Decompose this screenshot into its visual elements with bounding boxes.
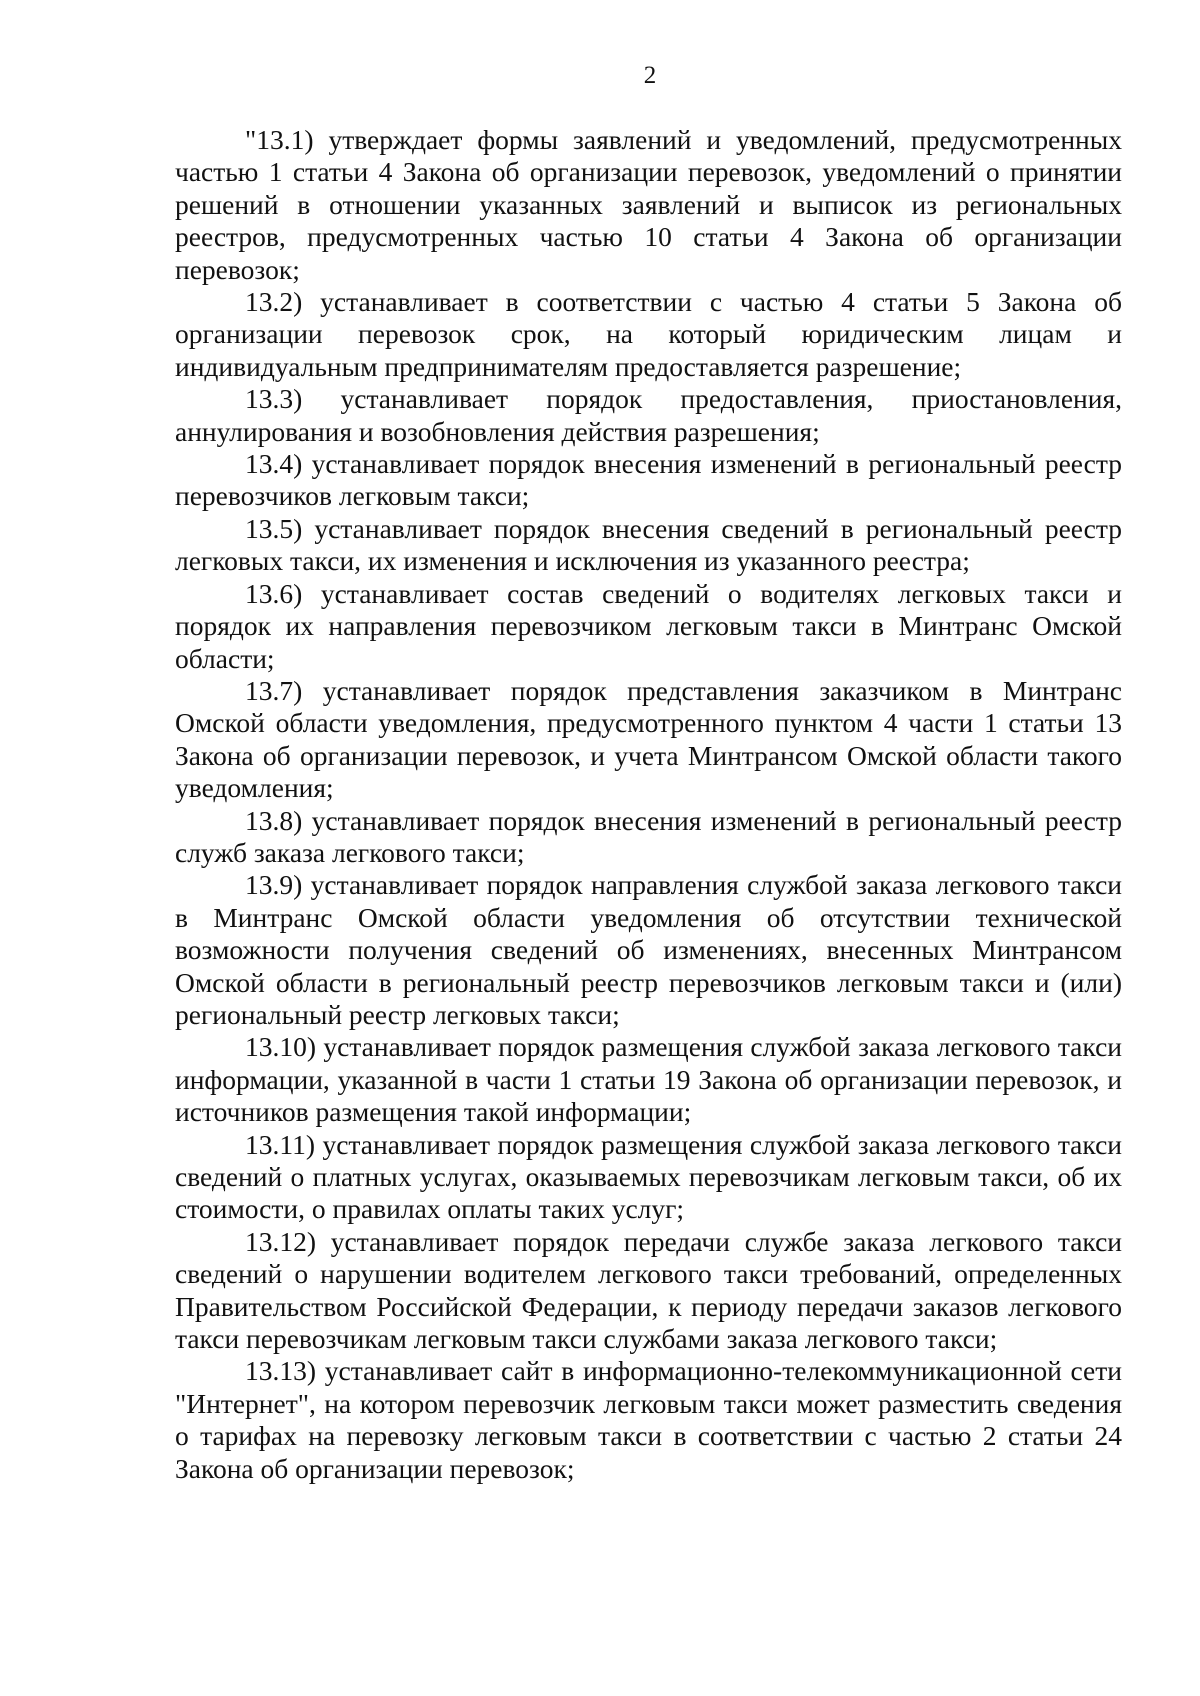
paragraph-13-10: 13.10) устанавливает порядок размещения службой заказа легкового такси информации, указанной в части 1 статьи 19 Закона об организации перевозок, и источников размещения такой информации; bbox=[175, 1031, 1122, 1128]
paragraph-13-8: 13.8) устанавливает порядок внесения изменений в региональный реестр служб заказа легкового такси; bbox=[175, 804, 1122, 868]
paragraph-13-13: 13.13) устанавливает сайт в информационно-телекоммуникационной сети "Интернет", на котором перевозчик легковым такси может разместить сведения о тарифах на перевозку легковым такси в соответствии с частью 2 статьи 24 Закона об организации перевозок; bbox=[175, 1355, 1122, 1484]
paragraph-13-6: 13.6) устанавливает состав сведений о водителях легковых такси и порядок их направления перевозчиком легковым такси в Минтранс Омской области; bbox=[175, 577, 1122, 674]
paragraph-13-4: 13.4) устанавливает порядок внесения изменений в региональный реестр перевозчиков легковым такси; bbox=[175, 448, 1122, 512]
paragraph-13-11: 13.11) устанавливает порядок размещения службой заказа легкового такси сведений о платных услугах, оказываемых перевозчикам легковым такси, об их стоимости, о правилах оплаты таких услуг; bbox=[175, 1128, 1122, 1225]
document-body bbox=[175, 124, 1122, 1485]
paragraph-13-3: 13.3) устанавливает порядок предоставления, приостановления, аннулирования и возобновления действия разрешения; bbox=[175, 383, 1122, 447]
paragraph-13-12: 13.12) устанавливает порядок передачи службе заказа легкового такси сведений о нарушении водителем легкового такси требований, определенных Правительством Российской Федерации, к периоду передачи заказов легкового такси перевозчикам легковым такси службами заказа легкового такси; bbox=[175, 1225, 1122, 1355]
paragraph-13-5: 13.5) устанавливает порядок внесения сведений в региональный реестр легковых такси, их изменения и исключения из указанного реестра; bbox=[175, 512, 1122, 577]
page-number: 2 bbox=[643, 62, 657, 89]
paragraph-13-7: 13.7) устанавливает порядок представления заказчиком в Минтранс Омской области уведомления, предусмотренного пунктом 4 части 1 статьи 13 Закона об организации перевозок, и учета Минтрансом Омской области такого уведомления; bbox=[175, 674, 1122, 804]
paragraph-13-9: 13.9) устанавливает порядок направления службой заказа легкового такси в Минтранс Омской области уведомления об отсутствии технической возможности получения сведений об изменениях, внесенных Минтрансом Омской области в региональный реестр перевозчиков легковым такси и (или) региональный реестр легковых такси; bbox=[175, 869, 1122, 1030]
paragraph-13-2: 13.2) устанавливает в соответствии с частью 4 статьи 5 Закона об организации перевозок срок, на который юридическим лицам и индивидуальным предпринимателям предоставляется разрешение; bbox=[175, 286, 1122, 382]
paragraph-13-1: "13.1) утверждает формы заявлений и уведомлений, предусмотренных частью 1 статьи 4 Закона об организации перевозок, уведомлений о принятии решений в отношении указанных заявлений и выписок из региональных реестров, предусмотренных частью 10 статьи 4 Закона об организации перевозок; bbox=[175, 124, 1122, 285]
